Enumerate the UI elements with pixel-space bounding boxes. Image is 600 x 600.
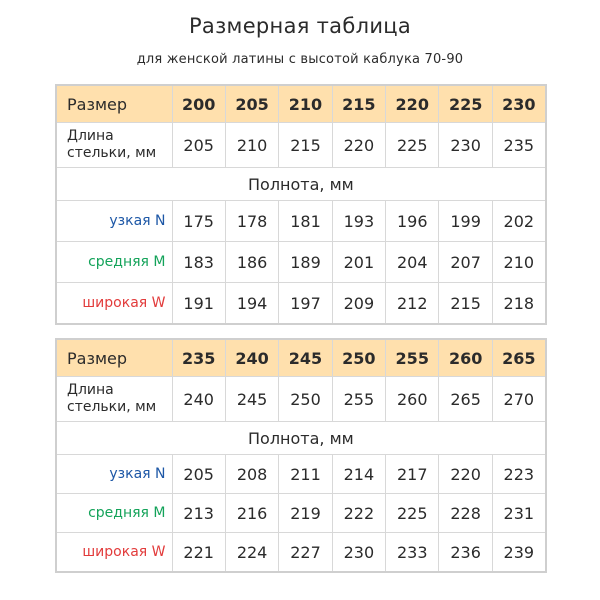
narrow-cell: 193	[332, 201, 385, 242]
wide-label: широкая W	[56, 283, 172, 325]
size-cell: 265	[492, 339, 545, 377]
wide-cell: 209	[332, 283, 385, 325]
medium-label: средняя M	[56, 494, 172, 533]
wide-cell: 230	[332, 533, 385, 573]
wide-cell: 233	[386, 533, 439, 573]
wide-cell: 221	[172, 533, 225, 573]
insole-cell: 270	[492, 377, 545, 422]
medium-cell: 183	[172, 242, 225, 283]
medium-cell: 186	[225, 242, 278, 283]
wide-cell: 236	[439, 533, 492, 573]
size-table-1	[55, 84, 547, 325]
insole-cell: 240	[172, 377, 225, 422]
wide-cell: 191	[172, 283, 225, 325]
narrow-label: узкая N	[56, 201, 172, 242]
page-subtitle: для женской латины с высотой каблука 70-90	[136, 52, 464, 67]
medium-row	[56, 494, 546, 533]
narrow-cell: 175	[172, 201, 225, 242]
narrow-cell: 178	[225, 201, 278, 242]
fullness-heading: Полнота, мм	[56, 168, 546, 201]
wide-cell: 215	[439, 283, 492, 325]
wide-cell: 197	[279, 283, 332, 325]
insole-cell: 225	[386, 123, 439, 168]
insole-cell: 210	[225, 123, 278, 168]
narrow-label: узкая N	[56, 455, 172, 494]
fullness-row	[56, 422, 546, 455]
narrow-cell: 181	[279, 201, 332, 242]
size-cell: 240	[225, 339, 278, 377]
medium-label: средняя M	[56, 242, 172, 283]
size-cell: 215	[332, 85, 385, 123]
size-cell: 220	[386, 85, 439, 123]
medium-cell: 222	[332, 494, 385, 533]
fullness-heading: Полнота, мм	[56, 422, 546, 455]
narrow-cell: 199	[439, 201, 492, 242]
insole-row	[56, 123, 546, 168]
narrow-row	[56, 201, 546, 242]
size-cell: 250	[332, 339, 385, 377]
wide-cell: 227	[279, 533, 332, 573]
size-cell: 230	[492, 85, 545, 123]
medium-cell: 207	[439, 242, 492, 283]
wide-cell: 224	[225, 533, 278, 573]
narrow-cell: 217	[386, 455, 439, 494]
size-cell: 255	[386, 339, 439, 377]
size-cell: 210	[279, 85, 332, 123]
narrow-cell: 220	[439, 455, 492, 494]
insole-cell: 230	[439, 123, 492, 168]
medium-cell: 216	[225, 494, 278, 533]
wide-row	[56, 283, 546, 325]
medium-cell: 189	[279, 242, 332, 283]
size-row	[56, 85, 546, 123]
medium-cell: 228	[439, 494, 492, 533]
medium-row	[56, 242, 546, 283]
wide-cell: 239	[492, 533, 545, 573]
narrow-cell: 205	[172, 455, 225, 494]
insole-cell: 260	[386, 377, 439, 422]
narrow-cell: 202	[492, 201, 545, 242]
wide-cell: 212	[386, 283, 439, 325]
insole-cell: 235	[492, 123, 545, 168]
page-title: Размерная таблица	[188, 14, 412, 38]
medium-cell: 213	[172, 494, 225, 533]
insole-cell: 255	[332, 377, 385, 422]
insole-label: Длина стельки, мм	[56, 377, 172, 422]
wide-row	[56, 533, 546, 573]
medium-cell: 219	[279, 494, 332, 533]
insole-cell: 215	[279, 123, 332, 168]
narrow-cell: 208	[225, 455, 278, 494]
insole-cell: 220	[332, 123, 385, 168]
size-table-2	[55, 338, 547, 573]
fullness-row	[56, 168, 546, 201]
size-label: Размер	[56, 339, 172, 377]
narrow-cell: 196	[386, 201, 439, 242]
narrow-cell: 211	[279, 455, 332, 494]
size-cell: 245	[279, 339, 332, 377]
size-cell: 205	[225, 85, 278, 123]
narrow-cell: 223	[492, 455, 545, 494]
wide-label: широкая W	[56, 533, 172, 573]
wide-cell: 194	[225, 283, 278, 325]
insole-row	[56, 377, 546, 422]
insole-cell: 265	[439, 377, 492, 422]
size-cell: 235	[172, 339, 225, 377]
size-row	[56, 339, 546, 377]
narrow-cell: 214	[332, 455, 385, 494]
size-cell: 260	[439, 339, 492, 377]
size-cell: 225	[439, 85, 492, 123]
insole-cell: 250	[279, 377, 332, 422]
size-label: Размер	[56, 85, 172, 123]
medium-cell: 231	[492, 494, 545, 533]
insole-cell: 245	[225, 377, 278, 422]
medium-cell: 201	[332, 242, 385, 283]
insole-label: Длина стельки, мм	[56, 123, 172, 168]
medium-cell: 204	[386, 242, 439, 283]
wide-cell: 218	[492, 283, 545, 325]
size-cell: 200	[172, 85, 225, 123]
medium-cell: 210	[492, 242, 545, 283]
narrow-row	[56, 455, 546, 494]
insole-cell: 205	[172, 123, 225, 168]
medium-cell: 225	[386, 494, 439, 533]
